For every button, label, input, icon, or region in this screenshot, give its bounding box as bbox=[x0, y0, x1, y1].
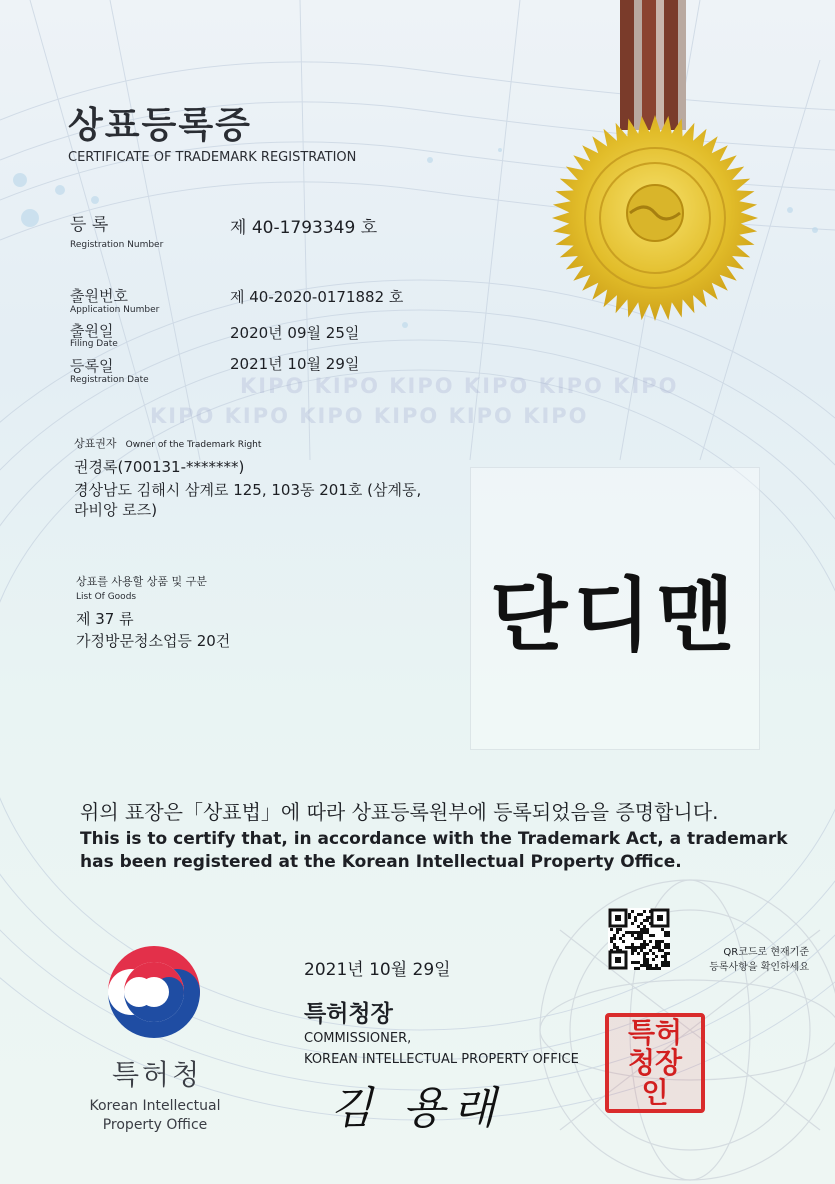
qr-note bbox=[709, 943, 809, 973]
ribbon-stripe bbox=[656, 0, 664, 130]
certification-statement-ko: 위의 표장은「상표법」에 따라 상표등록원부에 등록되었음을 증명합니다. bbox=[80, 800, 719, 824]
gold-seal-emblem bbox=[550, 113, 760, 323]
registration-date: 2021년 10월 29일 bbox=[230, 355, 360, 373]
ribbon-stripe bbox=[634, 0, 642, 130]
goods-label: 상표를 사용할 상품 및 구분 bbox=[76, 575, 207, 588]
ribbon-stripe bbox=[664, 0, 678, 130]
owner-name: 권경록(700131-*******) bbox=[74, 458, 245, 476]
ribbon-stripe bbox=[620, 0, 634, 130]
kipo-logo-name-en bbox=[85, 1097, 225, 1135]
qr-note-line2: 등록사항을 확인하세요 bbox=[709, 962, 809, 973]
taegeuk-logo-icon bbox=[100, 938, 208, 1046]
certification-statement-en-line2: has been registered at the Korean Intellectual Property Office. bbox=[80, 852, 682, 872]
commissioner-title-ko: 특허청장 bbox=[304, 1001, 393, 1027]
goods-label-en: List Of Goods bbox=[76, 592, 137, 602]
seal-glyphs: 특허청장인 bbox=[627, 1016, 683, 1109]
official-red-seal bbox=[605, 1013, 705, 1113]
qr-note-line1: QR코드로 현재기준 bbox=[723, 947, 809, 958]
application-label-en: Application Number bbox=[70, 305, 160, 315]
goods-class: 제 37 류 bbox=[76, 610, 134, 628]
commissioner-signature: 김 용래 bbox=[330, 1083, 504, 1134]
commissioner-title-en-line2: KOREAN INTELLECTUAL PROPERTY OFFICE bbox=[304, 1052, 579, 1067]
kipo-logo-name-en-line2: Property Office bbox=[102, 1117, 208, 1133]
owner-label-row bbox=[74, 432, 261, 451]
application-label: 출원번호 bbox=[70, 287, 128, 305]
certificate-subtitle: CERTIFICATE OF TRADEMARK REGISTRATION bbox=[68, 150, 357, 165]
registration-date-label: 등록일 bbox=[70, 357, 114, 375]
goods-items: 가정방문청소업등 20건 bbox=[76, 632, 231, 650]
filing-date-label: 출원일 bbox=[70, 322, 114, 340]
trademark-box bbox=[470, 467, 760, 750]
registration-number: 제 40-1793349 호 bbox=[230, 218, 378, 238]
kipo-watermark: KIPO KIPO KIPO KIPO KIPO KIPO bbox=[240, 374, 679, 398]
commissioner-title-en-line1: COMMISSIONER, bbox=[304, 1031, 412, 1046]
ribbon-stripe bbox=[642, 0, 656, 130]
owner-label: 상표권자 bbox=[74, 437, 117, 450]
qr-code-icon[interactable] bbox=[608, 908, 670, 970]
certification-statement-en-line1: This is to certify that, in accordance with the Trademark Act, a trademark bbox=[80, 829, 788, 849]
kipo-logo-name-en-line1: Korean Intellectual bbox=[89, 1098, 221, 1114]
kipo-watermark: KIPO KIPO KIPO KIPO KIPO KIPO bbox=[150, 404, 589, 428]
issue-date: 2021년 10월 29일 bbox=[304, 960, 451, 980]
trademark-text: 단디맨 bbox=[490, 569, 740, 662]
registration-label: 등 록 bbox=[70, 215, 109, 235]
ribbon-stripe bbox=[678, 0, 686, 130]
registration-label-en: Registration Number bbox=[70, 240, 164, 250]
registration-date-label-en: Registration Date bbox=[70, 375, 149, 385]
filing-date: 2020년 09월 25일 bbox=[230, 324, 360, 342]
filing-date-label-en: Filing Date bbox=[70, 339, 118, 349]
application-number: 제 40-2020-0171882 호 bbox=[230, 288, 404, 306]
owner-address-line1: 경상남도 김해시 삼계로 125, 103동 201호 (삼계동, bbox=[74, 481, 422, 499]
owner-address-line2: 라비앙 로즈) bbox=[74, 501, 158, 519]
kipo-logo-name-ko: 특허청 bbox=[112, 1058, 203, 1091]
owner-label-en: Owner of the Trademark Right bbox=[125, 440, 262, 450]
certificate-title: 상표등록증 bbox=[68, 105, 252, 146]
